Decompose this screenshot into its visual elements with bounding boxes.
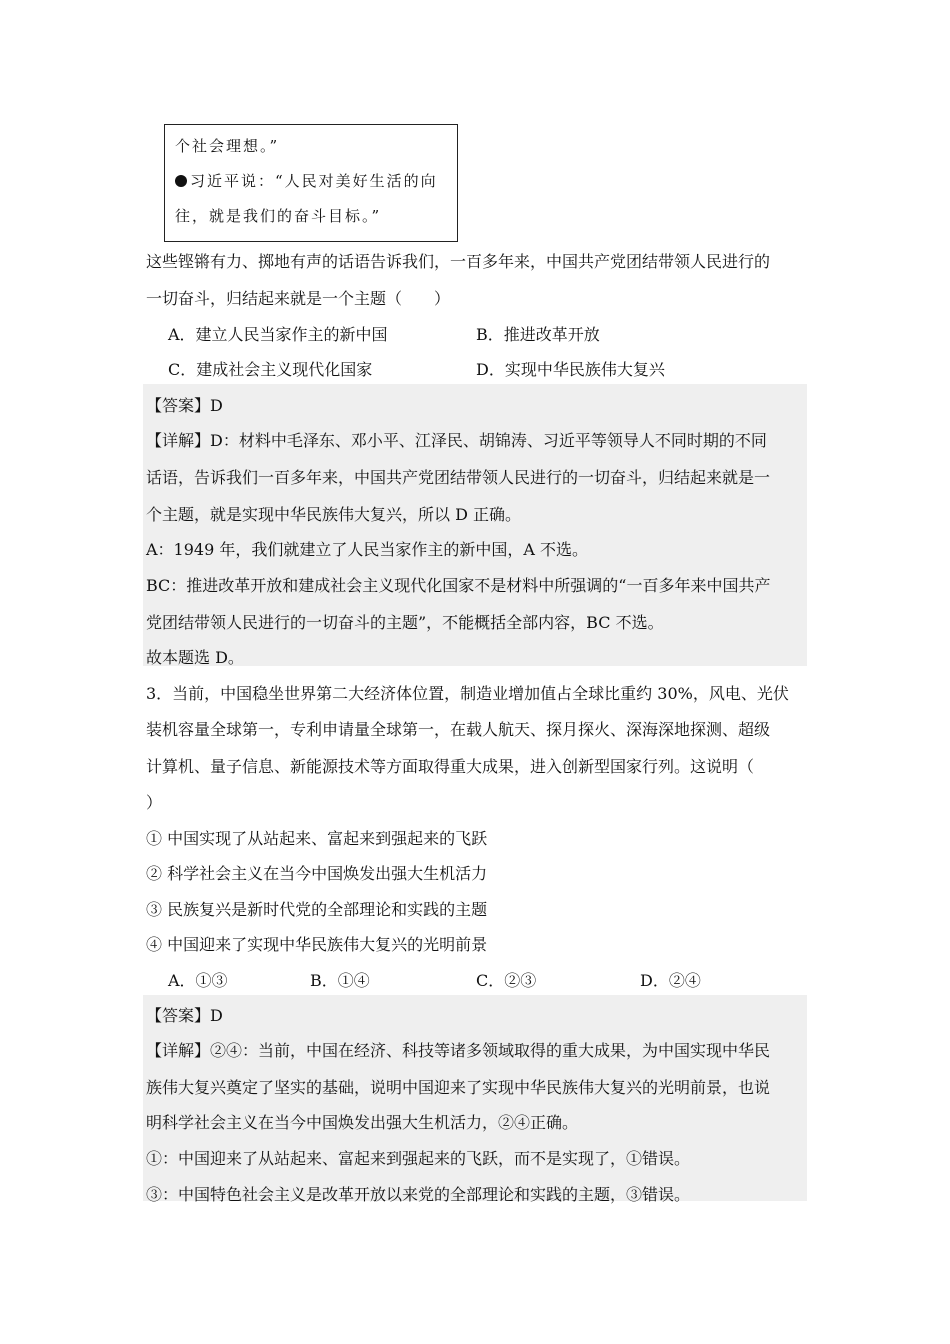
bullet-icon — [175, 175, 187, 187]
q2-explain-line-4: A：1949 年，我们就建立了人民当家作主的新中国，A 不选。 — [146, 540, 589, 559]
q3-item-2: ② 科学社会主义在当今中国焕发出强大生机活力 — [146, 864, 488, 883]
q2-explain-line-2: 话语，告诉我们一百多年来，中国共产党团结带领人民进行的一切奋斗，归结起来就是一 — [146, 468, 771, 487]
q2-stem-line-1: 这些铿锵有力、掷地有声的话语告诉我们，一百多年来，中国共产党团结带领人民进行的 — [146, 252, 771, 271]
q3-item-4: ④ 中国迎来了实现中华民族伟大复兴的光明前景 — [146, 935, 488, 954]
q2-explain-line-1: 【详解】D：材料中毛泽东、邓小平、江泽民、胡锦涛、习近平等领导人不同时期的不同 — [146, 431, 767, 450]
q2-explain-line-3: 个主题，就是实现中华民族伟大复兴，所以 D 正确。 — [146, 505, 522, 524]
q2-option-b: B．推进改革开放 — [476, 325, 600, 344]
q2-option-a: A．建立人民当家作主的新中国 — [168, 325, 388, 344]
q2-explain-line-5: BC：推进改革开放和建成社会主义现代化国家不是材料中所强调的“一百多年来中国共产 — [146, 576, 771, 595]
q3-explain-line-3: 明科学社会主义在当今中国焕发出强大生机活力，②④正确。 — [146, 1113, 579, 1132]
q3-option-c: C．②③ — [476, 971, 537, 990]
quote-line-2-text: 习近平说：“人民对美好生活的向 — [190, 172, 438, 190]
q3-answer: 【答案】D — [146, 1006, 223, 1025]
q3-explain-line-4: ①：中国迎来了从站起来、富起来到强起来的飞跃，而不是实现了，①错误。 — [146, 1149, 691, 1168]
q3-explain-line-1: 【详解】②④：当前，中国在经济、科技等诸多领域取得的重大成果，为中国实现中华民 — [146, 1041, 771, 1060]
q3-option-d: D．②④ — [640, 971, 701, 990]
q3-option-a: A．①③ — [168, 971, 228, 990]
q3-stem-line-4: ） — [146, 793, 163, 812]
q3-explain-line-2: 族伟大复兴奠定了坚实的基础，说明中国迎来了实现中华民族伟大复兴的光明前景，也说 — [146, 1078, 771, 1097]
q2-stem-line-2: 一切奋斗，归结起来就是一个主题（ ） — [146, 289, 451, 308]
q3-item-3: ③ 民族复兴是新时代党的全部理论和实践的主题 — [146, 900, 488, 919]
q2-answer: 【答案】D — [146, 396, 223, 415]
q3-stem-line-3: 计算机、量子信息、新能源技术等方面取得重大成果，进入创新型国家行列。这说明（ — [146, 757, 755, 776]
q3-stem-line-2: 装机容量全球第一，专利申请量全球第一，在载人航天、探月探火、深海深地探测、超级 — [146, 720, 771, 739]
q2-explain-line-6: 党团结带领人民进行的一切奋斗的主题”，不能概括全部内容，BC 不选。 — [146, 613, 664, 632]
q2-option-c: C．建成社会主义现代化国家 — [168, 360, 373, 379]
q3-option-b: B．①④ — [310, 971, 370, 990]
q2-option-d: D．实现中华民族伟大复兴 — [476, 360, 665, 379]
quote-box — [164, 124, 458, 242]
q3-item-1: ① 中国实现了从站起来、富起来到强起来的飞跃 — [146, 829, 488, 848]
quote-line-3: 往，就是我们的奋斗目标。” — [175, 207, 382, 225]
quote-line-2 — [175, 170, 438, 191]
q3-stem-line-1: 3．当前，中国稳坐世界第二大经济体位置，制造业增加值占全球比重约 30%，风电、光伏 — [146, 684, 789, 703]
quote-line-1: 个社会理想。” — [175, 137, 280, 155]
q2-explain-line-7: 故本题选 D。 — [146, 648, 244, 667]
q3-explain-line-5: ③：中国特色社会主义是改革开放以来党的全部理论和实践的主题，③错误。 — [146, 1185, 691, 1204]
q3-answer-block — [143, 995, 807, 1201]
